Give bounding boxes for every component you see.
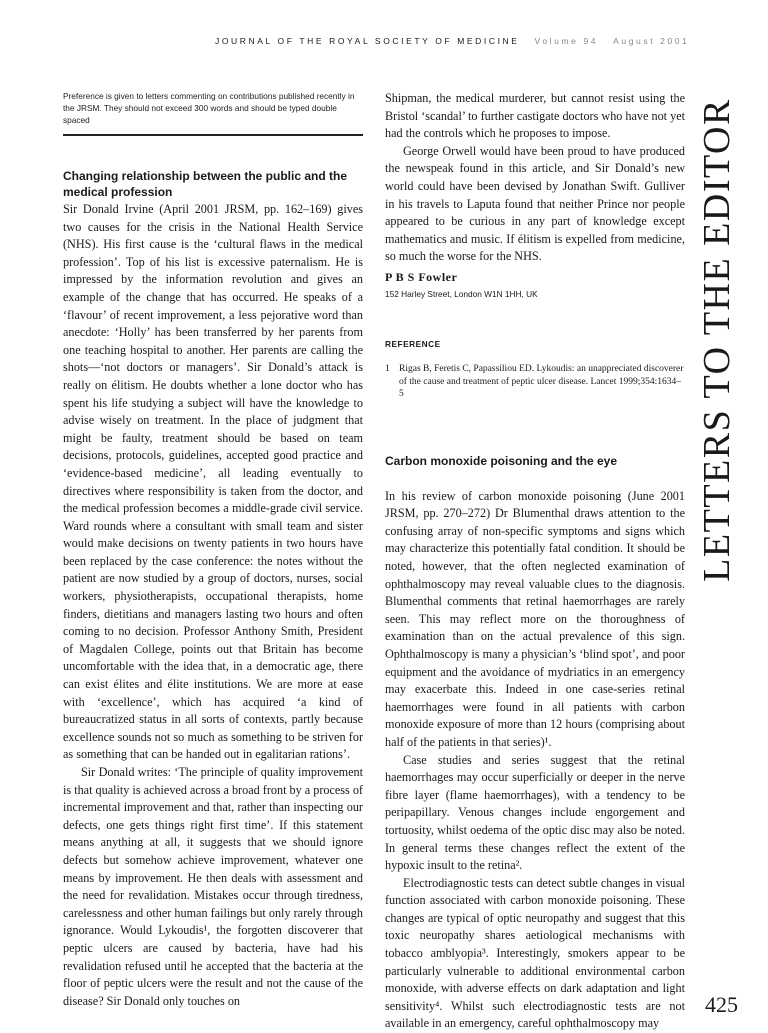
letter1-paragraph-2: Sir Donald writes: ‘The principle of quality improvement is that quality is achieved across a broad front by a process of incremental improvement and that, rather than inspecting our defects, one gets things right first time’. If this statement means anything at all, it suggests that we should ignore defects but somehow achieve improvement, whatever one means by improvement. He then deals with assessment and the need for revalidation. Mistakes occur through tiredness, carelessness and other human failings but only rarely through ignorance. Would Lykoudis¹, the forgotten discoverer that peptic ulcers are caused by bacteria, have had his revalidation refused until he accepted that the bacteria at the floor of peptic ulcers were the result and not the cause of the disease? Sir Donald only touches on bbox=[63, 765, 363, 1008]
left-column bbox=[63, 90, 363, 1010]
right-column bbox=[385, 90, 685, 1033]
reference-item bbox=[385, 363, 685, 401]
reference-text: Rigas B, Feretis C, Papassiliou ED. Lykoudis: an unappreciated discoverer of the cause and treatment of peptic ulcer disease. Lancet 1999;354:1634–5 bbox=[399, 364, 684, 400]
letter2-paragraph-1: In his review of carbon monoxide poisoning (June 2001 JRSM, pp. 270–272) Dr Blumenthal draws attention to the confusing array of non-specific symptoms and signs which may characterize this potentially fatal condition. It should be noted, however, that the often neglected examination of ophthalmoscopy may reveal valuable clues to the diagnosis. Blumenthal comments that retinal haemorrhages are rarely seen. This may reflect more on the thoroughness of examination than on the actual prevalence of this sign. Ophthalmoscopy is many a physician’s ‘blind spot’, and poor equipment and the avoidance of mydriatics in an emergency may exacerbate this. Indeed in one case-series retinal haemorrhages were found in all patients with carbon monoxide exposure of more than 12 hours (comprising about half of the patients in that series)¹. bbox=[385, 488, 685, 749]
letter1-title: Changing relationship between the public and the medical profession bbox=[63, 169, 348, 199]
reference-number: 1 bbox=[385, 364, 390, 375]
submission-note: Preference is given to letters commenting on contributions published recently in the JRSM. They should not exceed 300 words and should be typed double spaced bbox=[63, 91, 355, 125]
volume: Volume 94 bbox=[534, 36, 599, 46]
running-head bbox=[215, 36, 690, 46]
section-title-text: LETTERS TO THE EDITOR bbox=[696, 98, 738, 582]
letter2-paragraph-3: Electrodiagnostic tests can detect subtle changes in visual function associated with carbon monoxide poisoning. These changes are typical of optic neuropathy and suggest that this toxic neuropathy shares aetiological mechanisms with tobacco amblyopia³. Interestingly, smokers appear to be particularly vulnerable to additional environmental carbon monoxide, with adverse effects on dark adaptation and light sensitivity⁴. Whilst such electrodiagnostic tests are not available in an emergency, careful ophthalmoscopy may bbox=[385, 875, 685, 1031]
letter1-paragraph-1: Sir Donald Irvine (April 2001 JRSM, pp. 162–169) gives two causes for the crisis in the National Health Service (NHS). His first cause is the ‘cultural flaws in the medical profession’. Top of his list is excessive paternalism. He is impressed by the information revolution and gives an example of the change that has occurred. He speaks of a ‘flavour’ of recent improvement, a less pejorative word than anecdote: ‘Holly’ has been transferred by her parents from one teaching hospital to another. Her parents are calling the shots—‘not doctors or managers’. Sir Donald’s attack is really on élitism. He doubts whether a lone doctor who has spent his life studying a subject will have the knowledge to advise wisely on treatment. In the place of judgment that might be faulty, treatment should be based on team decisions, protocols, guidelines, accepted good practice and ‘evidence-based medicine’, all leading eventually to directives where responsibility is taken from the doctor, and the medical profession becomes a middle-grade civil service. Ward rounds where a consultant with small team and sister would make decisions on twenty patients in two hours have been replaced by the case conference: the notes without the patient are now studied by a group of doctors, nurses, social workers, physiotherapists, occupational therapists, home finders, dietitians and managers lasting two hours and often coming to no decision. Professor Anthony Smith, President of Magdalen College, points out that Britain has become uncomfortable with the idea that, in a democratic age, there can exist élites and élite institutions. We are more at ease with ‘excellence’, which has acquired ‘a kind of bureaucratized status in all sorts of contexts, partly because excellence sounds not so much as something to be striven for as something that can be handed out in egalitarian rations’. bbox=[63, 202, 363, 762]
reference-heading: REFERENCE bbox=[385, 338, 441, 349]
letter1-address: 152 Harley Street, London W1N 1HH, UK bbox=[385, 288, 538, 299]
letter1-author: P B S Fowler bbox=[385, 269, 458, 284]
letter2-title: Carbon monoxide poisoning and the eye bbox=[385, 453, 618, 468]
note-divider bbox=[63, 134, 363, 136]
letter2-paragraph-2: Case studies and series suggest that the retinal haemorrhages may occur superficially or deeper in the nerve fibre layer (flame haemorrhages), with a tendency to be peripapillary. Venous changes include engorgement and tortuosity, whilst oedema of the optic disc may also be noted. In general terms these changes reflect the extent of the hypoxic insult to the retina². bbox=[385, 752, 685, 873]
section-title bbox=[689, 90, 745, 590]
issue-date: August 2001 bbox=[613, 36, 690, 46]
letter1-paragraph-3: Shipman, the medical murderer, but cannot resist using the Bristol ‘scandal’ to further castigate doctors who have not yet had the controls which he proposes to impose. bbox=[385, 91, 685, 141]
journal-name: JOURNAL OF THE ROYAL SOCIETY OF MEDICINE bbox=[215, 36, 520, 46]
page-number: 425 bbox=[705, 992, 738, 1017]
letter1-paragraph-4: George Orwell would have been proud to have produced the newspeak found in this article, and Sir Donald’s new world could have been devised by Jonathan Swift. Gulliver in his travels to Laputa found that neither Prince nor people appeared to be curious in any part of knowledge except mathematics and music. If élitism is expelled from medicine, so much the worse for the NHS. bbox=[385, 143, 685, 264]
